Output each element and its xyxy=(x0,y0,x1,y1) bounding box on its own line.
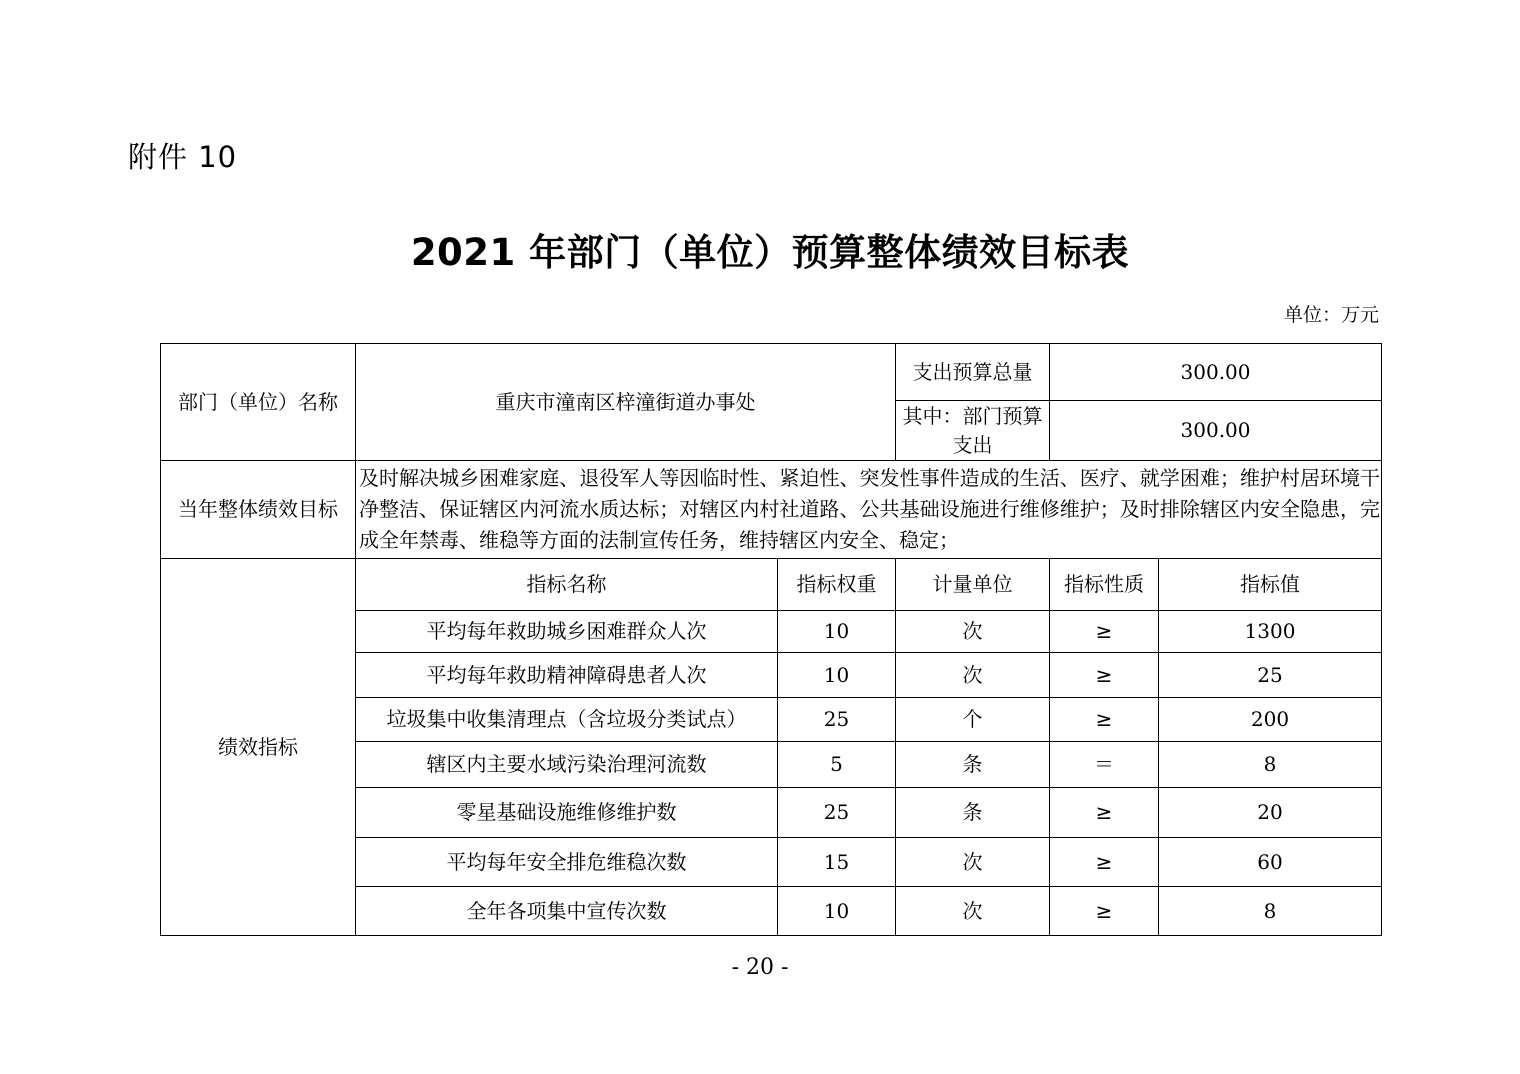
indicator-value-cell: 200 xyxy=(1159,698,1382,742)
indicator-nature-cell: ≥ xyxy=(1050,653,1159,698)
indicator-name-cell: 零星基础设施维修维护数 xyxy=(356,788,778,838)
indicator-name-cell: 平均每年救助精神障碍患者人次 xyxy=(356,653,778,698)
dept-budget-label-cell: 其中：部门预算支出 xyxy=(896,401,1050,461)
indicator-weight-cell: 10 xyxy=(778,887,896,936)
indicator-value-cell: 8 xyxy=(1159,887,1382,936)
measure-unit-cell: 个 xyxy=(896,698,1050,742)
indicator-name-cell: 全年各项集中宣传次数 xyxy=(356,887,778,936)
indicator-name-cell: 平均每年救助城乡困难群众人次 xyxy=(356,611,778,653)
indicator-weight-cell: 25 xyxy=(778,788,896,838)
dept-row xyxy=(161,344,1382,401)
header-measure-unit: 计量单位 xyxy=(896,559,1050,611)
measure-unit-cell: 条 xyxy=(896,788,1050,838)
total-budget-value-cell: 300.00 xyxy=(1050,344,1382,401)
goal-row xyxy=(161,461,1382,559)
indicator-name-cell: 辖区内主要水域污染治理河流数 xyxy=(356,742,778,788)
total-budget-label-cell: 支出预算总量 xyxy=(896,344,1050,401)
measure-unit-cell: 次 xyxy=(896,611,1050,653)
indicators-section-label: 绩效指标 xyxy=(161,559,356,936)
header-indicator-name: 指标名称 xyxy=(356,559,778,611)
indicator-weight-cell: 5 xyxy=(778,742,896,788)
indicator-value-cell: 60 xyxy=(1159,838,1382,887)
indicator-name-cell: 平均每年安全排危维稳次数 xyxy=(356,838,778,887)
measure-unit-cell: 条 xyxy=(896,742,1050,788)
measure-unit-cell: 次 xyxy=(896,838,1050,887)
indicator-nature-cell: ≥ xyxy=(1050,611,1159,653)
header-indicator-value: 指标值 xyxy=(1159,559,1382,611)
indicator-weight-cell: 25 xyxy=(778,698,896,742)
indicator-nature-cell: ≥ xyxy=(1050,887,1159,936)
indicator-value-cell: 1300 xyxy=(1159,611,1382,653)
indicator-weight-cell: 15 xyxy=(778,838,896,887)
header-indicator-nature: 指标性质 xyxy=(1050,559,1159,611)
page-number: - 20 - xyxy=(731,955,789,980)
indicator-nature-cell: ＝ xyxy=(1050,742,1159,788)
indicator-value-cell: 8 xyxy=(1159,742,1382,788)
page-title: 2021 年部门（单位）预算整体绩效目标表 xyxy=(410,231,1130,274)
indicator-weight-cell: 10 xyxy=(778,653,896,698)
measure-unit-cell: 次 xyxy=(896,887,1050,936)
goal-label-cell: 当年整体绩效目标 xyxy=(161,461,356,559)
unit-note: 单位：万元 xyxy=(1283,304,1379,326)
indicator-name-cell: 垃圾集中收集清理点（含垃圾分类试点） xyxy=(356,698,778,742)
indicator-weight-cell: 10 xyxy=(778,611,896,653)
attachment-label: 附件 10 xyxy=(128,140,238,174)
indicator-nature-cell: ≥ xyxy=(1050,838,1159,887)
dept-name-cell: 重庆市潼南区梓潼街道办事处 xyxy=(356,344,896,461)
goal-text-cell: 及时解决城乡困难家庭、退役军人等因临时性、紧迫性、突发性事件造成的生活、医疗、就学困难；维护村居环境干净整洁、保证辖区内河流水质达标；对辖区内村社道路、公共基础设施进行维修维护；及时排除辖区内安全隐患，完成全年禁毒、维稳等方面的法制宣传任务，维持辖区内安全、稳定； xyxy=(356,461,1382,559)
dept-label-cell: 部门（单位）名称 xyxy=(161,344,356,461)
indicator-header-row xyxy=(161,559,1382,611)
measure-unit-cell: 次 xyxy=(896,653,1050,698)
header-indicator-weight: 指标权重 xyxy=(778,559,896,611)
indicator-value-cell: 20 xyxy=(1159,788,1382,838)
indicator-nature-cell: ≥ xyxy=(1050,788,1159,838)
indicator-value-cell: 25 xyxy=(1159,653,1382,698)
indicator-nature-cell: ≥ xyxy=(1050,698,1159,742)
dept-budget-value-cell: 300.00 xyxy=(1050,401,1382,461)
performance-target-table xyxy=(160,343,1382,936)
